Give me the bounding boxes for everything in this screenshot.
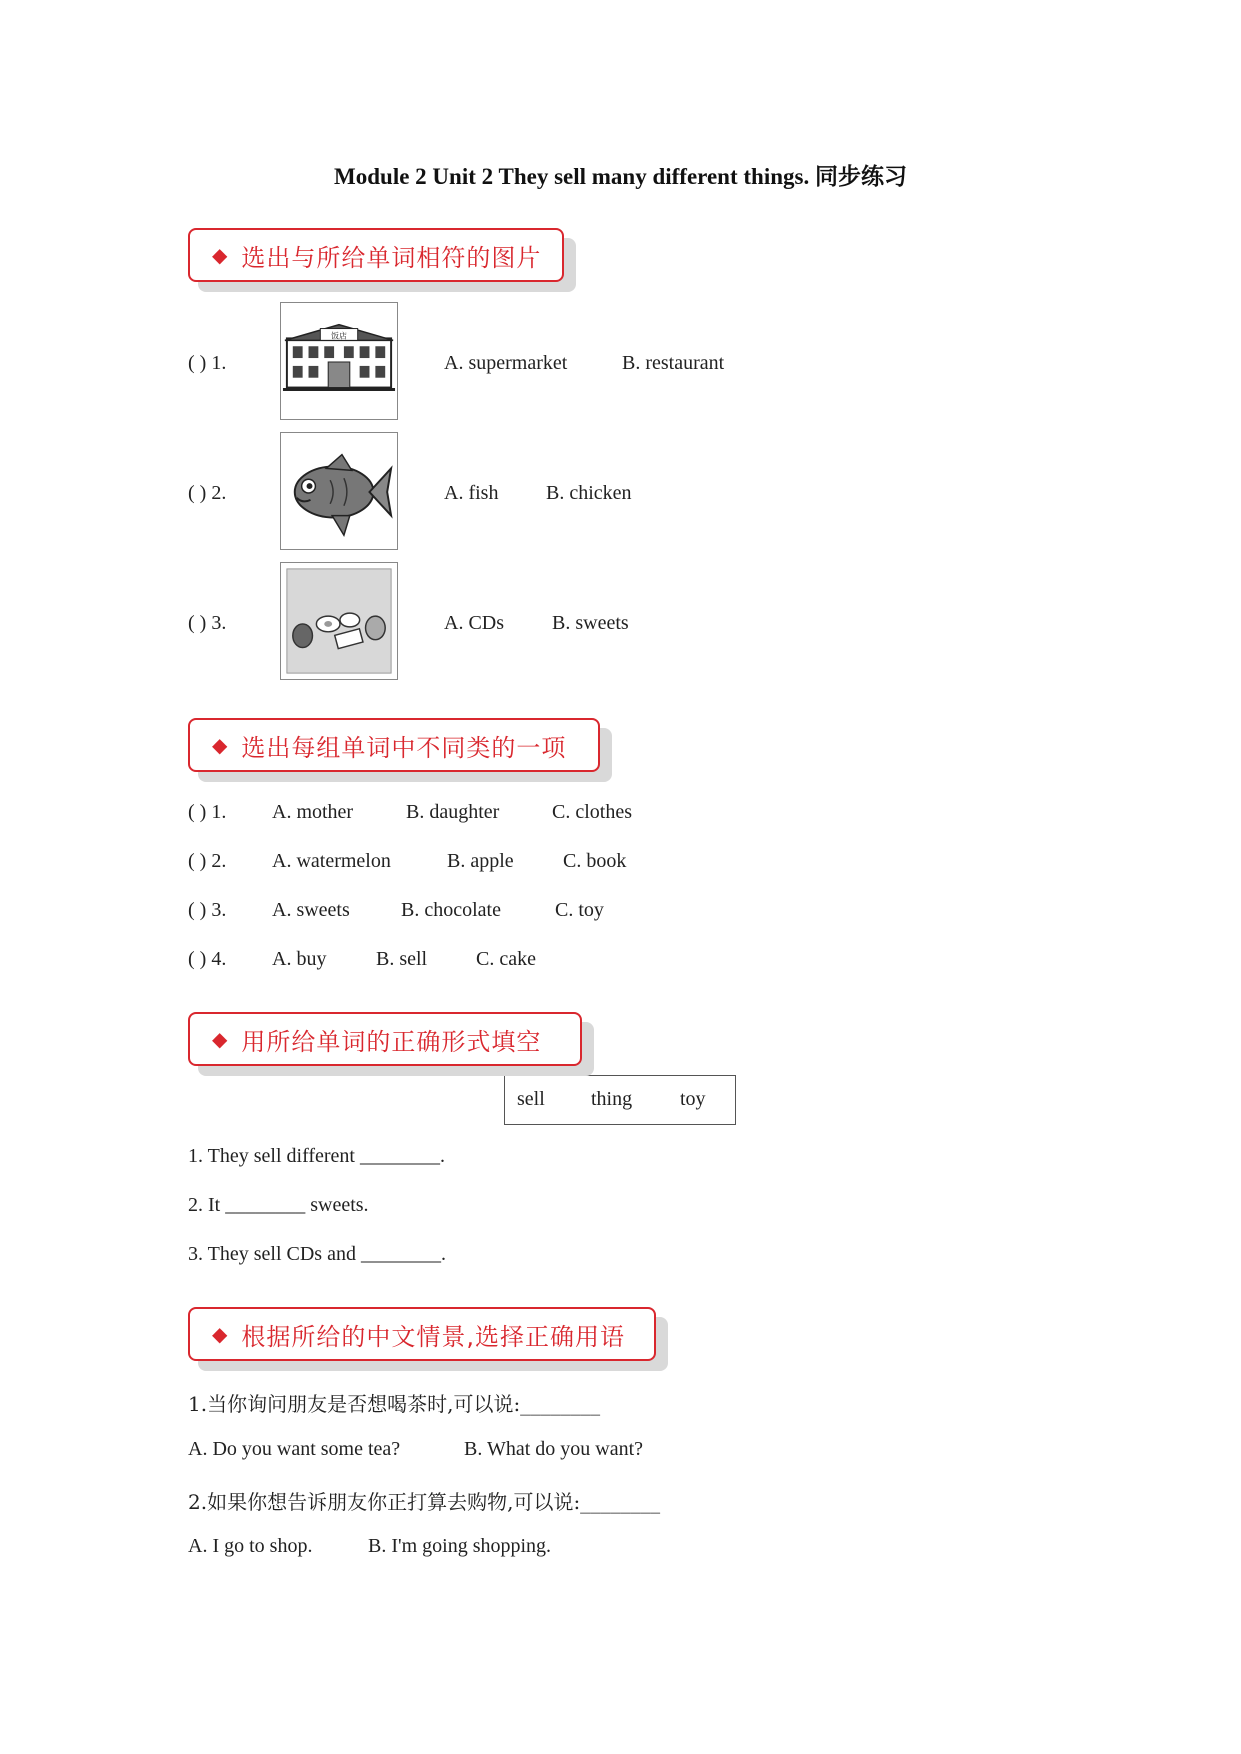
answer-paren: ( ) 2. — [188, 850, 227, 872]
option-a: A. mother — [272, 801, 354, 823]
fill-in-sentence: 3. They sell CDs and ________. — [188, 1243, 446, 1265]
answer-paren: ( ) 2. — [188, 482, 227, 504]
option-c: C. toy — [555, 899, 604, 921]
answer-paren: ( ) 1. — [188, 352, 227, 374]
option-b: B. daughter — [406, 801, 500, 823]
diamond-icon: ◆ — [212, 1027, 228, 1051]
option-b: B. chocolate — [401, 899, 501, 921]
option-a: A. I go to shop. — [188, 1535, 313, 1557]
option-b: B. I'm going shopping. — [368, 1535, 552, 1557]
sweets-image — [280, 562, 398, 680]
option-c: C. clothes — [552, 801, 632, 823]
answer-paren: ( ) 1. — [188, 801, 227, 823]
word-bank — [504, 1075, 736, 1125]
diamond-icon: ◆ — [212, 733, 228, 757]
diamond-icon: ◆ — [212, 1322, 228, 1346]
option-b: B. restaurant — [622, 352, 725, 374]
page-title: Module 2 Unit 2 They sell many different things. 同步练习 — [334, 164, 907, 189]
section-heading-label: 选出每组单词中不同类的一项 — [241, 733, 567, 762]
section-heading-label: 用所给单词的正确形式填空 — [241, 1027, 542, 1056]
option-b: B. apple — [447, 850, 514, 872]
option-a: A. buy — [272, 948, 327, 970]
restaurant-sign: 饭店 — [331, 331, 347, 341]
situation-question: 1.当你询问朋友是否想喝茶时,可以说:________ — [188, 1392, 601, 1416]
option-c: C. book — [563, 850, 627, 872]
diamond-icon: ◆ — [212, 243, 228, 267]
fill-in-sentence: 2. It ________ sweets. — [188, 1194, 369, 1216]
section-heading-label: 选出与所给单词相符的图片 — [241, 243, 542, 272]
option-a: A. fish — [444, 482, 499, 504]
fill-in-sentence: 1. They sell different ________. — [188, 1145, 445, 1167]
option-a: A. sweets — [272, 899, 350, 921]
option-b: B. chicken — [546, 482, 632, 504]
fish-image — [280, 432, 398, 550]
answer-paren: ( ) 3. — [188, 899, 227, 921]
option-c: C. cake — [476, 948, 536, 970]
restaurant-building-image — [280, 302, 398, 420]
answer-paren: ( ) 3. — [188, 612, 227, 634]
answer-paren: ( ) 4. — [188, 948, 227, 970]
option-a: A. CDs — [444, 612, 505, 634]
situation-question: 2.如果你想告诉朋友你正打算去购物,可以说:________ — [188, 1490, 661, 1514]
option-b: B. sweets — [552, 612, 629, 634]
word-bank-item: thing — [591, 1088, 633, 1110]
section-heading-label: 根据所给的中文情景,选择正确用语 — [241, 1322, 626, 1351]
word-bank-item: sell — [517, 1088, 545, 1110]
option-a: A. Do you want some tea? — [188, 1438, 401, 1460]
option-a: A. watermelon — [272, 850, 391, 872]
option-b: B. What do you want? — [464, 1438, 644, 1460]
option-b: B. sell — [376, 948, 428, 970]
option-a: A. supermarket — [444, 352, 568, 374]
word-bank-item: toy — [680, 1088, 706, 1110]
